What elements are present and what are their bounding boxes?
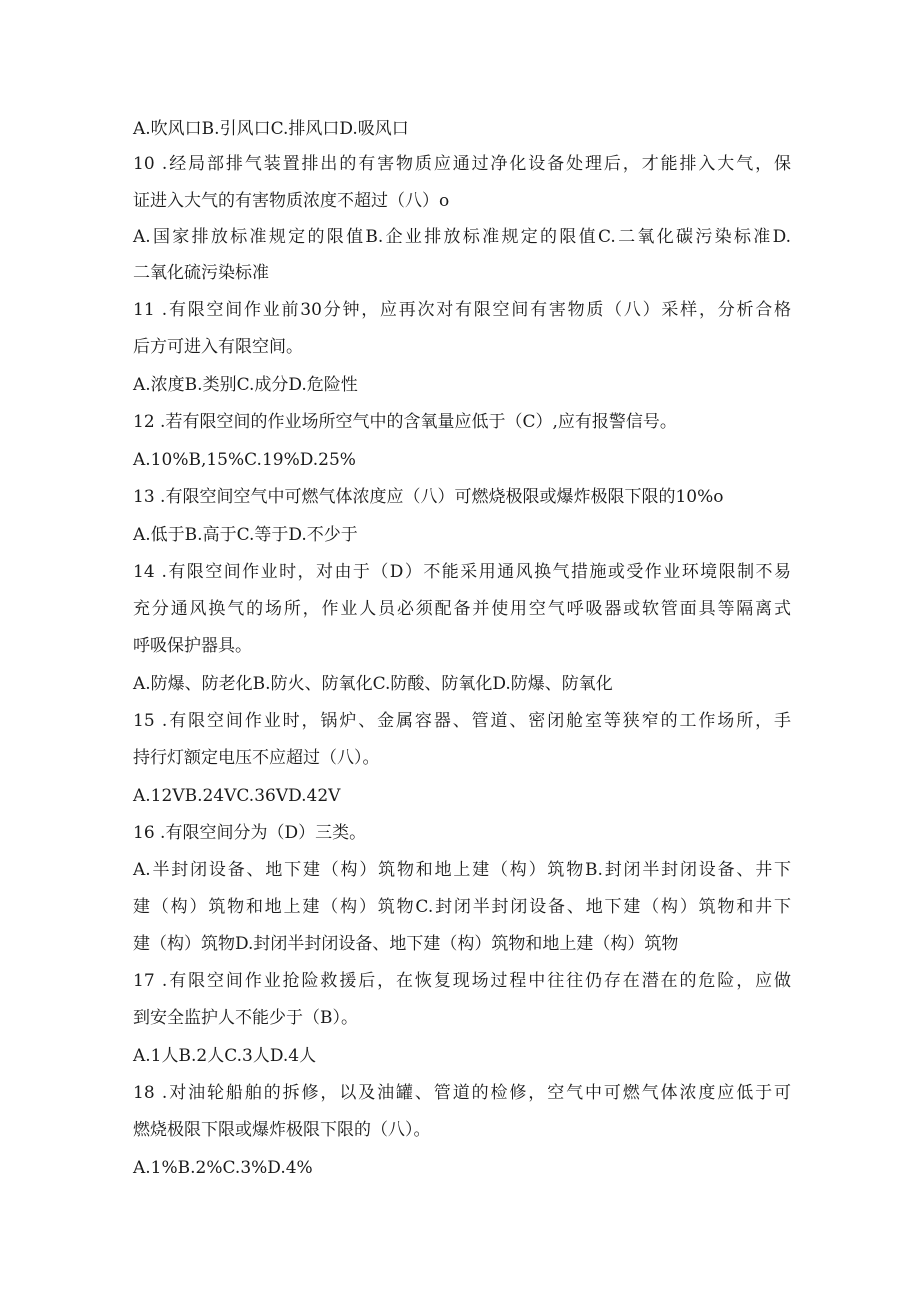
question-15-line-2: 持行灯额定电压不应超过（八）。 — [133, 748, 380, 768]
answer-options-10-line-1: A.国家排放标准规定的限值B.企业排放标准规定的限值C.二氧化碳污染标准D. — [133, 227, 791, 247]
question-16: 16 .有限空间分为（D）三类。 — [133, 823, 367, 843]
question-18-line-1: 18 .对油轮船舶的拆修，以及油罐、管道的检修，空气中可燃气体浓度应低于可 — [133, 1083, 791, 1103]
answer-options-16-line-3: 建（构）筑物D.封闭半封闭设备、地下建（构）筑物和地上建（构）筑物 — [133, 934, 679, 954]
question-14-line-3: 呼吸保护器具。 — [133, 636, 252, 656]
question-11-line-1: 11 .有限空间作业前30分钟，应再次对有限空间有害物质（八）采样，分析合格 — [133, 300, 791, 320]
answer-options-9: A.吹风口B.引风口C.排风口D.吸风口 — [133, 119, 409, 139]
question-17-line-1: 17 .有限空间作业抢险救援后，在恢复现场过程中往往仍存在潜在的危险，应做 — [133, 971, 791, 991]
question-13: 13 .有限空间空气中可燃气体浓度应（八）可燃烧极限或爆炸极限下限的10%o — [133, 487, 724, 507]
question-12: 12 .若有限空间的作业场所空气中的含氧量应低于（C）,应有报警信号。 — [133, 412, 677, 432]
answer-options-18: A.1%B.2%C.3%D.4% — [133, 1158, 313, 1178]
question-10-line-2: 证进入大气的有害物质浓度不超过（八）o — [133, 191, 450, 211]
answer-options-13: A.低于B.高于C.等于D.不少于 — [133, 525, 358, 545]
answer-options-10-line-2: 二氧化硫污染标准 — [133, 263, 269, 283]
answer-options-17: A.1人B.2人C.3人D.4人 — [133, 1046, 317, 1066]
answer-options-16-line-2: 建（构）筑物和地上建（构）筑物C.封闭半封闭设备、地下建（构）筑物和井下 — [133, 897, 791, 917]
question-18-line-2: 燃烧极限下限或爆炸极限下限的（八）。 — [133, 1120, 431, 1140]
question-11-line-2: 后方可进入有限空间。 — [133, 337, 303, 357]
question-17-line-2: 到安全监护人不能少于（B）。 — [133, 1008, 358, 1028]
document-page — [133, 113, 791, 1187]
answer-options-11: A.浓度B.类别C.成分D.危险性 — [133, 375, 358, 395]
question-15-line-1: 15 .有限空间作业时，锅炉、金属容器、管道、密闭舱室等狭窄的工作场所，手 — [133, 711, 791, 731]
question-14-line-1: 14 .有限空间作业时，对由于（D）不能采用通风换气措施或受作业环境限制不易 — [133, 562, 791, 582]
question-14-line-2: 充分通风换气的场所，作业人员必须配备并使用空气呼吸器或软管面具等隔离式 — [133, 599, 791, 619]
question-10-line-1: 10 .经局部排气装置排出的有害物质应通过净化设备处理后，才能排入大气，保 — [133, 154, 791, 174]
answer-options-15: A.12VB.24VC.36VD.42V — [133, 786, 341, 806]
answer-options-16-line-1: A.半封闭设备、地下建（构）筑物和地上建（构）筑物B.封闭半封闭设备、井下 — [133, 860, 791, 880]
answer-options-14: A.防爆、防老化B.防火、防氧化C.防酸、防氧化D.防爆、防氧化 — [133, 674, 613, 694]
answer-options-12: A.10%B,15%C.19%D.25% — [133, 450, 356, 470]
